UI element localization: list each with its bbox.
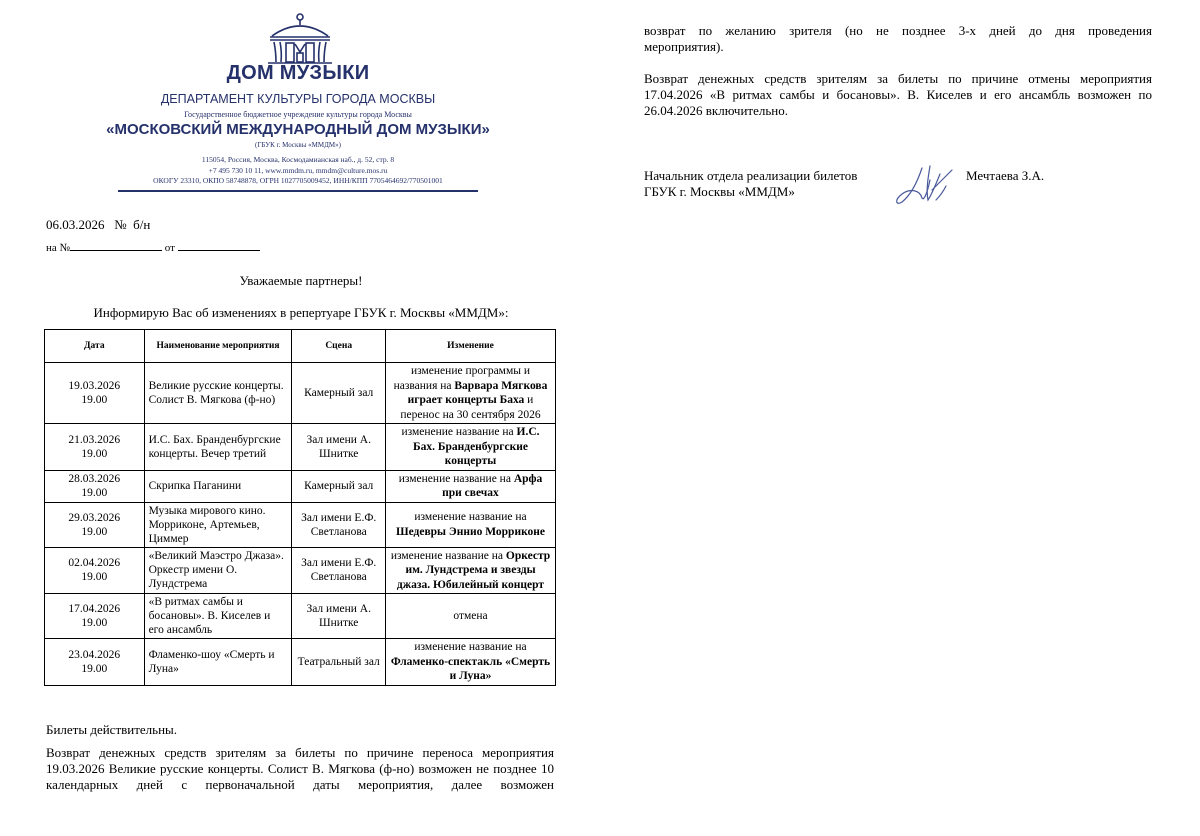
cell-change — [385, 639, 555, 686]
header-change: Изменение — [385, 330, 555, 363]
ref-prefix: на № — [46, 242, 71, 254]
event-time: 19.00 — [81, 662, 108, 675]
change-text: изменение название на — [414, 511, 527, 523]
registry-codes: ОКОГУ 23310, ОКПО 58748878, ОГРН 1027705009452, ИНН/КПП 7705464692/770501001 — [153, 176, 443, 185]
table-header-row — [45, 330, 556, 363]
cell-date — [45, 547, 145, 594]
cell-date — [45, 363, 145, 424]
header-date: Дата — [45, 330, 145, 363]
refund-cancel-main: Возврат денежных средств зрителям за билеты по причине отмены мероприятия 17.04.2026 «В ритмах самбы и босановы». В. Киселев и его ансамбль возможен по — [644, 71, 1152, 102]
document-number: б/н — [133, 217, 151, 232]
cell-event-name: Музыка мирового кино. Морриконе, Артемьев, Циммер — [144, 502, 292, 547]
event-date: 17.04.2026 — [68, 603, 121, 615]
change-new-title: Оркестр им. Лундстрема и звезды джаза. Юбилейный концерт — [396, 549, 551, 591]
refund-postpone-continuation — [644, 23, 1152, 55]
repertoire-changes-table — [44, 329, 556, 686]
cell-event-name: Скрипка Паганини — [144, 470, 292, 502]
cell-change — [385, 363, 555, 424]
cell-stage: Зал имени А. Шнитке — [292, 424, 386, 471]
signatory-title-line1: Начальник отдела реализации билетов — [644, 168, 858, 183]
contacts: +7 495 730 10 11, www.mmdm.ru, mmdm@culture.mos.ru — [208, 166, 388, 175]
cell-stage: Камерный зал — [292, 470, 386, 502]
reference-line — [46, 240, 260, 254]
cell-change — [385, 424, 555, 471]
table-row — [45, 594, 556, 639]
cell-date — [45, 594, 145, 639]
cell-change — [385, 502, 555, 547]
event-time: 19.00 — [81, 525, 108, 538]
table-row — [45, 424, 556, 471]
cell-change — [385, 547, 555, 594]
cell-stage: Зал имени Е.Ф. Светланова — [292, 547, 386, 594]
table-row — [45, 547, 556, 594]
cell-date — [45, 470, 145, 502]
cell-date — [45, 639, 145, 686]
header-stage: Сцена — [292, 330, 386, 363]
change-text: изменение название на — [401, 426, 517, 438]
cell-event-name: Фламенко-шоу «Смерть и Луна» — [144, 639, 292, 686]
event-time: 19.00 — [81, 487, 108, 499]
change-text: изменение программы и названия на — [393, 365, 530, 392]
change-new-title: Арфа при свечах — [442, 472, 543, 499]
change-text: изменение название на — [414, 641, 527, 653]
number-label: № — [114, 217, 127, 232]
change-text: изменение название на — [390, 549, 506, 562]
event-time: 19.00 — [81, 571, 108, 584]
event-time: 19.00 — [81, 617, 108, 629]
signatory-name: Мечтаева З.А. — [966, 168, 1045, 183]
change-new-title: Шедевры Эннио Морриконе — [395, 525, 546, 538]
refund-postpone-cont-last: мероприятия). — [644, 39, 724, 54]
greeting: Уважаемые партнеры! — [239, 273, 363, 288]
institution-type: Государственное бюджетное учреждение культуры города Москвы — [184, 110, 412, 119]
letterhead-divider — [118, 190, 478, 192]
handwritten-signature-icon — [892, 160, 972, 208]
table-row — [45, 502, 556, 547]
cell-date — [45, 502, 145, 547]
ref-number-blank — [70, 240, 162, 251]
building-dome-icon — [264, 12, 336, 64]
event-date: 23.04.2026 — [68, 648, 121, 661]
cell-stage: Театральный зал — [292, 639, 386, 686]
cell-stage: Зал имени Е.Ф. Светланова — [292, 502, 386, 547]
event-date: 28.03.2026 — [68, 473, 121, 485]
cell-date — [45, 424, 145, 471]
change-new-title: И.С. Бах. Бранденбургские концерты — [413, 426, 540, 467]
event-date: 29.03.2026 — [68, 511, 121, 524]
refund-postpone-paragraph: Возврат денежных средств зрителям за билеты по причине переноса мероприятия 19.03.2026 Великие русские концерты. Солист В. Мягкова (ф-но) возможен не позднее 10 календарных дней с первоначальной даты мероприятия, далее возможен — [46, 745, 554, 792]
event-date: 21.03.2026 — [68, 433, 121, 446]
table-row — [45, 470, 556, 502]
organization-name: «МОСКОВСКИЙ МЕЖДУНАРОДНЫЙ ДОМ МУЗЫКИ» — [106, 121, 490, 138]
cell-event-name: «Великий Маэстро Джаза». Оркестр имени О. Лундстрема — [144, 547, 292, 594]
table-row — [45, 639, 556, 686]
cell-stage: Камерный зал — [292, 363, 386, 424]
cell-event-name: «В ритмах самбы и босановы». В. Киселев и его ансамбль — [144, 594, 292, 639]
document-date: 06.03.2026 — [46, 217, 105, 232]
event-time: 19.00 — [81, 447, 108, 460]
table-row — [45, 363, 556, 424]
ref-from: от — [164, 242, 175, 254]
cell-change — [385, 470, 555, 502]
cell-event-name: Великие русские концерты. Солист В. Мягкова (ф-но) — [144, 363, 292, 424]
change-text-after: и перенос на 30 сентября 2026 — [400, 394, 541, 421]
cell-event-name: И.С. Бах. Бранденбургские концерты. Вечер третий — [144, 424, 292, 471]
signatory-title-line2: ГБУК г. Москвы «ММДМ» — [644, 184, 795, 199]
tickets-valid-note: Билеты действительны. — [46, 722, 178, 737]
ref-date-blank — [178, 240, 260, 251]
change-text: изменение название на — [398, 472, 514, 485]
header-event-name: Наименование мероприятия — [144, 330, 292, 363]
event-date: 19.03.2026 — [68, 380, 121, 392]
document-date-number — [46, 217, 150, 233]
signatory-title — [644, 168, 857, 200]
brand-name: ДОМ МУЗЫКИ — [226, 62, 370, 84]
department-name: ДЕПАРТАМЕНТ КУЛЬТУРЫ ГОРОДА МОСКВЫ — [160, 92, 436, 106]
change-new-title: Фламенко-спектакль «Смерть и Луна» — [390, 655, 551, 682]
refund-cancel-last: 26.04.2026 включительно. — [644, 103, 788, 118]
event-date: 02.04.2026 — [68, 557, 121, 570]
refund-cancel-paragraph — [644, 71, 1152, 119]
intro-text: Информирую Вас об изменениях в репертуаре ГБУК г. Москвы «ММДМ»: — [93, 305, 509, 320]
organization-short-name: (ГБУК г. Москвы «ММДМ») — [255, 141, 341, 149]
refund-postpone-cont-main: возврат по желанию зрителя (но не позднее 3-х дней до дня проведения — [644, 23, 1152, 38]
change-text: отмена — [453, 609, 488, 622]
event-time: 19.00 — [81, 394, 108, 406]
address: 115054, Россия, Москва, Космодамианская наб., д. 52, стр. 8 — [201, 155, 395, 164]
cell-stage: Зал имени А. Шнитке — [292, 594, 386, 639]
change-new-title: Варвара Мягкова играет концерты Баха — [407, 379, 548, 406]
cell-change — [385, 594, 555, 639]
